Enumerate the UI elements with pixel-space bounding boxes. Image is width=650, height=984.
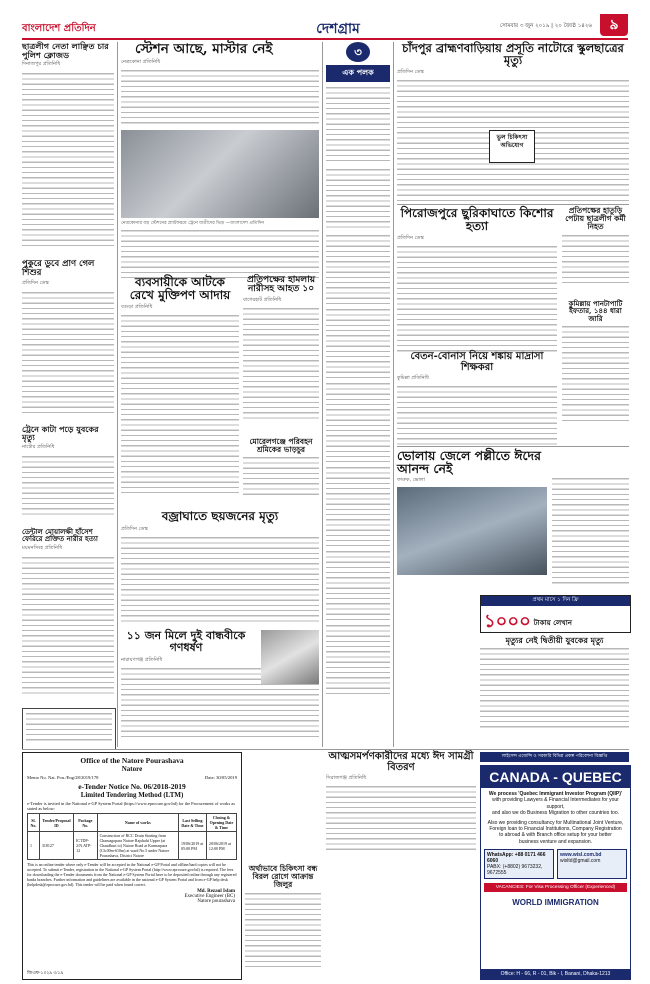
col-header: Closing & Opening Date & Time xyxy=(206,814,236,832)
table-cell: 19/06/2019 at 05:00 PM xyxy=(179,832,207,860)
tender-signature xyxy=(23,889,241,904)
ad-line: business venture and expansion. xyxy=(518,838,593,845)
table-cell: ICTDP-2/N.ATP-12 xyxy=(74,832,98,860)
tender-memo-row xyxy=(23,773,241,782)
headline: পিরোজপুরে ছুরিকাঘাতে কিশোর হত্যা xyxy=(400,206,554,233)
website-link[interactable]: www.wisl.com.bd xyxy=(560,852,602,859)
ad-line: We process 'Quebec Immigrant Investor Program (QIIP)' xyxy=(488,791,623,797)
article-body xyxy=(243,456,319,496)
row-divider xyxy=(397,204,629,205)
headline: প্রতিপক্ষের হামলায় নারীসহ আহত ১০ xyxy=(246,275,316,295)
story-student-league-police xyxy=(22,42,114,257)
byline: সিরাজগঞ্জ প্রতিনিধি xyxy=(326,775,367,781)
fishing-boats-photo xyxy=(397,487,547,575)
article-body xyxy=(121,314,239,494)
article-body xyxy=(397,245,557,355)
story-attack-injured xyxy=(243,276,319,436)
article-body xyxy=(480,647,629,731)
byline: ময়মনসিংহ প্রতিনিধি xyxy=(22,544,63,551)
tender-date: Date: 30/05/2019 xyxy=(204,775,237,780)
brief-8 xyxy=(326,624,390,696)
ad-line: to abroad & with Branch office setup for your better xyxy=(499,832,612,839)
ad-title: CANADA - QUEBEC xyxy=(481,766,630,788)
ad-vacancies: VACANCIES: For Visa Processing Officer (Experienced) xyxy=(484,883,627,892)
headline: মৃত্যুর নেই দ্বিতীয়ী যুবকের মৃত্যু xyxy=(505,635,604,645)
article-body xyxy=(22,455,114,515)
column-divider xyxy=(393,42,394,747)
article-body xyxy=(552,477,629,585)
date-line: সোমবার ৩ জুন ২০১৯ | ২০ জ্যৈষ্ঠ ১৪২৬ xyxy=(499,23,592,29)
signer-title: Executive Engineer (BC) xyxy=(184,894,235,899)
tender-table xyxy=(27,813,237,860)
ad-line: Also we providing consultancy for Multinational Joint Venture, xyxy=(487,819,624,826)
brief-7 xyxy=(326,550,390,620)
column-divider xyxy=(117,42,118,747)
ad-web-box xyxy=(557,849,627,879)
ad-office: Office: H - 66, R - 01, Blk - I, Banani, Dhaka-1213 xyxy=(481,969,630,979)
table-cell: 20/06/2019 at 12:00 PM xyxy=(206,832,236,860)
tender-header-row xyxy=(28,814,237,832)
article-body xyxy=(121,69,319,127)
tender-subtitle: Natore xyxy=(121,765,143,773)
article-body xyxy=(121,536,319,624)
article-body xyxy=(397,385,557,447)
article-body xyxy=(22,72,114,250)
headline: আত্মসমর্পণকারীদের মধ্যে ঈদ সামগ্রী বিতরণ xyxy=(328,751,474,773)
brief-2 xyxy=(326,168,390,230)
page-number: ৯ xyxy=(600,14,628,36)
article-body xyxy=(22,291,114,416)
story-lightning-deaths xyxy=(121,510,319,628)
byline: বাগেরহাট প্রতিনিধি xyxy=(243,296,282,303)
ad-unit-text: টাকায় লেখান xyxy=(533,618,572,627)
signer-name: Md. Rezaul Islam xyxy=(197,889,235,894)
ad-big-number: ১০০০ xyxy=(484,611,531,632)
story-pond-drowning xyxy=(22,260,114,420)
logo-text: বাংলাদেশ প্রতিদিন xyxy=(22,23,96,34)
article-body xyxy=(562,234,629,284)
station-photo xyxy=(121,130,319,218)
byline: ফারুক, ভোলা xyxy=(397,477,425,484)
classified-ad-1000-taka xyxy=(480,595,631,633)
story-gang-rape xyxy=(121,630,319,748)
tender-memo: Memo No. Nat. Pou./Eng/28/2019/178 xyxy=(27,775,99,780)
column-divider xyxy=(322,42,323,747)
story-eid-distribution xyxy=(326,752,476,852)
email-link[interactable]: wisltd@gmail.com xyxy=(560,858,601,865)
newspaper-logo xyxy=(22,16,112,34)
ek-polok-badge: ৩ xyxy=(346,42,370,62)
tender-intro: e-Tender is invited in the National e-GP System Portal (https://www.eprocure.gov.bd) for the Procurement of works as stated as below: xyxy=(27,801,235,811)
headline: প্রতিপক্ষের হাতুড়ি পেটায় ছাত্রলীগ কর্মী নিহত xyxy=(565,206,626,231)
table-cell: Construction of RCC Drain Starting from Charuagopara Natore Rajshahi Upper (at Chaudhuri to) Natore Road at Karmarpara (Ch.00m-610m) at ward No.5 under Natore Pourashava, District Natore xyxy=(97,832,178,860)
headline: ছাত্রলীগ নেতা লাঞ্ছিত চার পুলিশ ক্লোজড xyxy=(22,41,109,60)
article-body xyxy=(326,785,476,850)
article-body xyxy=(243,307,319,419)
headline: মোরেলগঞ্জে পরিবহন শ্রমিকের ভাড়চুর xyxy=(249,437,313,454)
byline: নেত্রকোনা প্রতিনিধি xyxy=(121,59,161,66)
headline: কুমিল্লায় পানটাপাটি ইফতার, ১৪৪ ধারা জারি xyxy=(568,299,623,323)
story-illustration xyxy=(261,630,319,684)
col-header: Name of works xyxy=(97,814,178,832)
masthead xyxy=(22,14,628,40)
headline: চাঁদপুর ব্রাহ্মণবাড়িয়ায় প্রসূতি নাটোরে স্কুলছাত্রের মৃত্যু xyxy=(402,41,624,68)
article-body-continued xyxy=(121,229,319,279)
headline: ডেন্টাল মোয়ালক্ষী হাঁসেশ ফেরিরে প্রক্তিত নারীর হত্যা xyxy=(22,527,98,544)
article-body xyxy=(562,325,629,425)
headline: বজ্রাঘাতে ছয়জনের মৃত্যু xyxy=(161,509,279,523)
headline: ভোলায় জেলে পল্লীতে ঈদের আনন্দ নেই xyxy=(397,448,541,477)
story-trader-ransom xyxy=(121,276,239,501)
ad-body-1 xyxy=(481,788,630,817)
byline: দিনাজপুর প্রতিনিধি xyxy=(22,61,61,68)
tender-code: জিএফ-১০২৯ ৩/১৯ xyxy=(27,970,64,975)
signer-org: Natore pourashava xyxy=(197,899,235,904)
byline: প্রতিদিন ডেস্ক xyxy=(22,279,49,286)
ad-top-text: প্রথম মাসে ১ দিন ফ্রি xyxy=(481,596,630,606)
brief-3 xyxy=(326,234,390,304)
photo-caption: নেত্রকোনার বড় স্টেশনের প্ল্যাটফরমে ট্রেনে যাত্রীদের ভিড় —বাংলাদেশ প্রতিদিন xyxy=(121,221,264,227)
headline: পুকুরে ডুবে প্রাণ গেল শিশুর xyxy=(22,259,95,278)
ad-contact-row xyxy=(484,849,627,879)
col-header: Package No. xyxy=(74,814,98,832)
byline: প্রতিদিন ডেস্ক xyxy=(397,69,424,76)
col-header: Last Selling Date & Time xyxy=(179,814,207,832)
headline: বেতন-বোনাস নিয়ে শঙ্কায় মাদ্রাসা শিক্ষকরা xyxy=(410,351,544,373)
tender-table-wrap xyxy=(23,813,241,860)
headline: ব্যবসায়ীকে আটকে রেখে মুক্তিপণ আদায় xyxy=(129,275,231,302)
article-body xyxy=(245,892,321,968)
table-cell: 318127 xyxy=(39,832,73,860)
story-pirojpur-stabbing xyxy=(397,207,557,347)
byline: প্রতিদিন ডেস্ক xyxy=(397,235,424,242)
story-hammer-attack xyxy=(562,207,629,297)
brief-4 xyxy=(326,308,390,378)
story-maternal-student-deaths xyxy=(397,42,629,202)
story-dental-murder xyxy=(22,528,114,706)
byline: কুমিল্লা প্রতিনিধি xyxy=(397,375,429,381)
brief-1 xyxy=(326,86,390,164)
pabx-number[interactable]: PABX: (+8802) 9673232, 9672555 xyxy=(487,864,543,877)
ad-phone-box xyxy=(484,849,554,879)
tender-title: Office of the Natore Pourashava xyxy=(80,756,184,765)
story-station-no-master xyxy=(121,42,319,272)
byline: বগুড়া প্রতিনিধি xyxy=(121,304,153,311)
tender-notice xyxy=(22,752,242,980)
tender-heading: e-Tender Notice No. 06/2018-2019 xyxy=(78,782,186,791)
headline: ট্রেনে কাটা পড়ে যুবকের মৃত্যু xyxy=(22,424,99,443)
ek-polok-label: এক পলক xyxy=(326,65,390,82)
canada-quebec-ad xyxy=(480,765,631,980)
notice-strip-text: লাইসেন্স এজেন্সি ও সরকারি বিভিন্ন প্রকল্প পরিবেশনা বিজ্ঞপ্তি xyxy=(501,754,608,759)
headline: স্টেশন আছে, মাস্টার নেই xyxy=(135,41,273,57)
story-second-death xyxy=(480,636,629,748)
row-divider xyxy=(397,446,629,447)
ek-polok-column xyxy=(326,42,390,748)
whatsapp-number[interactable]: WhatsApp: +88 0171 466 6060 xyxy=(487,852,546,865)
notice-strip xyxy=(480,752,629,762)
section-title: দেশগ্রাম xyxy=(316,21,360,37)
mini-tender-box xyxy=(22,708,116,750)
headline: ১১ জন মিলে দুই বান্ধবীকে গণধর্ষণ xyxy=(126,629,246,654)
story-train-accident xyxy=(22,425,114,525)
tender-notes: This is an online tender where only e-Tender will be accepted in the National e-GP Portal and offline/hard copies will not be accepted. To submit e-Tender, registration in the National e-GP System Portal (http://www.eprocure.gov.bd) is required. The fees for downloading the e-Tender documents from the National e-GP System Portal have to be deposited online through any registered banks branches. Further information and guidelines are available in the national e-GP System Portal and from e-GP help desk (helpdesk@eprocure.gov.bd). This tender will be paid when found correct. xyxy=(27,862,237,887)
byline: নারায়ণগঞ্জ প্রতিনিধি xyxy=(121,657,163,664)
table-cell: 1 xyxy=(28,832,40,860)
ad-line: Foreign loan to Financial Institutions, Company Registration xyxy=(489,826,622,833)
ad-line: and also we do Business Migration to other countries too. xyxy=(491,810,620,817)
col-header: Sl. No. xyxy=(28,814,40,832)
ad-body-2 xyxy=(481,817,630,846)
story-iftar-section-144 xyxy=(562,300,629,440)
byline: নাটোর প্রতিনিধি xyxy=(22,443,55,450)
byline: প্রতিদিন ডেস্ক xyxy=(121,525,148,532)
row-divider xyxy=(22,749,629,750)
ad-brand: WORLD IMMIGRATION xyxy=(512,898,599,908)
brief-5 xyxy=(326,382,390,462)
tender-method: Limited Tendering Method (LTM) xyxy=(80,791,184,799)
story-rare-disease xyxy=(245,865,321,980)
story-bhola-fishermen xyxy=(397,449,629,589)
table-row xyxy=(28,832,237,860)
headline: অর্থাভাবে চিকিৎসা বন্ধ বিরল রোগে আক্রান্ত জিলুর xyxy=(248,864,318,889)
subhead-box: ভুল চিকিৎসা অভিযোগ xyxy=(489,130,535,163)
brief-6 xyxy=(326,466,390,546)
story-madrasa-teachers xyxy=(397,352,557,444)
article-body xyxy=(22,556,114,696)
story-morelganj-vandalism xyxy=(243,438,319,508)
ad-line: with providing Lawyers & Financial Intermediates for your support, xyxy=(492,797,619,810)
col-header: Tender/Proposal ID xyxy=(39,814,73,832)
